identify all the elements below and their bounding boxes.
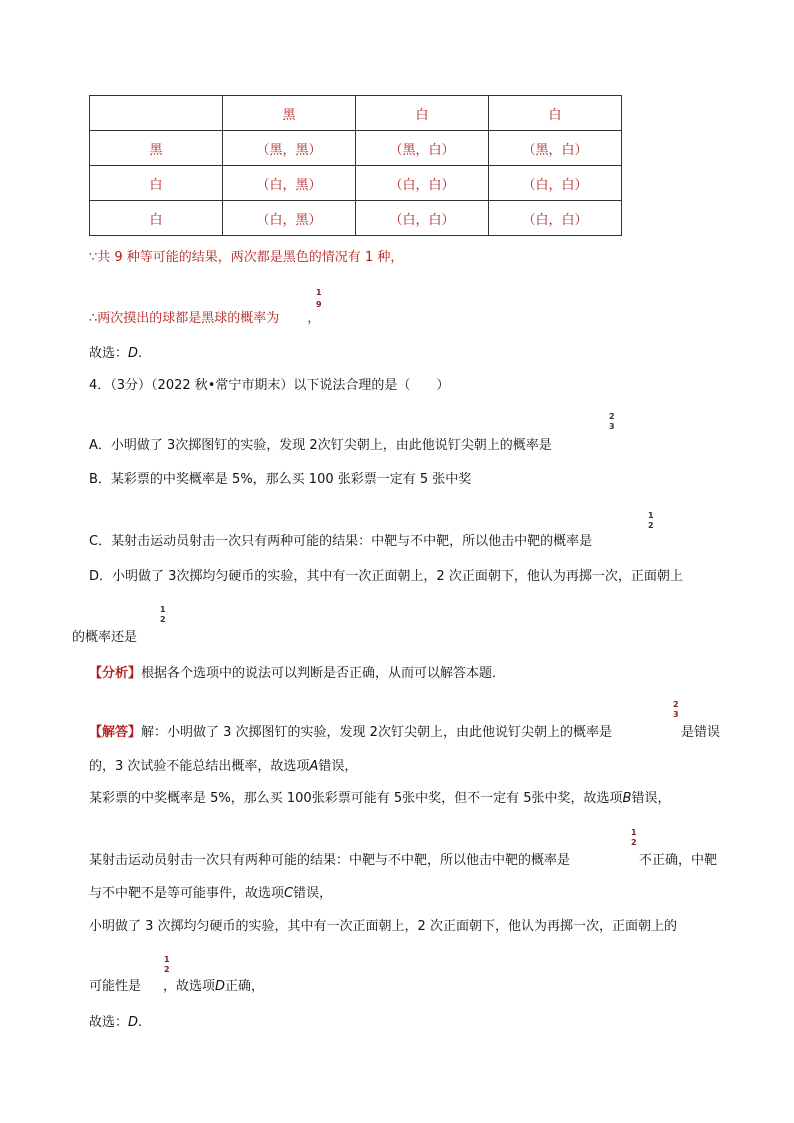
solution-line: ∴两次摸出的球都是黑球的概率为 ， (89, 311, 321, 326)
table-row (90, 131, 622, 166)
table-row (90, 166, 622, 201)
table-cell: （白，白） (489, 166, 622, 201)
solution-line: 某彩票的中奖概率是 5%，那么买 100张彩票可能有 5张中奖，但不一定有 5张中奖，故选项B错误， (89, 791, 671, 806)
table-cell: 黑 (223, 96, 356, 131)
analysis-tag: 【分析】 (89, 666, 142, 681)
table-cell: （白，白） (356, 166, 489, 201)
solution-line-tail: 不正确，中靶 (639, 853, 718, 868)
option-a: A．小明做了 3次掷图钉的实验，发现 2次钉尖朝上，由此他说钉尖朝上的概率是 (89, 438, 552, 453)
fraction-one-half: 1 2 (164, 955, 170, 974)
solution-line: ∵共 9 种等可能的结果，两次都是黑色的情况有 1 种， (89, 250, 404, 265)
solution-line: 的，3 次试验不能总结出概率，故选项A错误， (89, 759, 358, 774)
solution-tag: 【解答】 (89, 725, 142, 740)
option-c: C．某射击运动员射击一次只有两种可能的结果：中靶与不中靶，所以他击中靶的概率是 (89, 534, 593, 549)
outcome-table (89, 95, 622, 236)
fraction-one-half: 1 2 (648, 511, 654, 530)
table-cell: （白，白） (356, 201, 489, 236)
table-cell (90, 96, 223, 131)
table-cell: （白，白） (489, 201, 622, 236)
table-cell: 白 (90, 201, 223, 236)
answer-line: 故选：D. (89, 1015, 143, 1030)
solution-line: 与不中靶不是等可能事件，故选项C错误， (89, 886, 333, 901)
analysis-line: 【分析】根据各个选项中的说法可以判断是否正确，从而可以解答本题． (89, 666, 506, 681)
option-d-continued: 的概率还是 (72, 630, 138, 645)
table-cell: 黑 (90, 131, 223, 166)
fraction-two-thirds: 2 3 (673, 700, 679, 719)
solution-line: 小明做了 3 次掷均匀硬币的实验，其中有一次正面朝上，2 次正面朝下，他认为再掷一次，正面朝上的 (89, 919, 677, 934)
table-row (90, 201, 622, 236)
table-cell: （黑，黑） (223, 131, 356, 166)
fraction-one-half: 1 2 (160, 605, 166, 624)
solution-line-tail: 是错误 (681, 725, 721, 740)
table-cell: （白，黑） (223, 166, 356, 201)
table-cell: 白 (356, 96, 489, 131)
option-b: B．某彩票的中奖概率是 5%，那么买 100 张彩票一定有 5 张中奖 (89, 472, 472, 487)
question-title: 4．（3分）（2022 秋•常宁市期末）以下说法合理的是（ ） (89, 378, 450, 393)
solution-line: 某射击运动员射击一次只有两种可能的结果：中靶与不中靶，所以他击中靶的概率是 (89, 853, 571, 868)
solution-line: 【解答】解：小明做了 3 次掷图钉的实验，发现 2次钉尖朝上，由此他说钉尖朝上的概率是 (89, 725, 612, 740)
fraction-one-ninth: 1 9 (316, 288, 322, 309)
fraction-two-thirds: 2 3 (609, 412, 615, 431)
table-header-row (90, 96, 622, 131)
option-d: D．小明做了 3次掷均匀硬币的实验，其中有一次正面朝上，2 次正面朝下，他认为再掷一次，正面朝上 (89, 569, 683, 584)
answer-line: 故选：D. (89, 346, 143, 361)
fraction-one-half: 1 2 (631, 828, 637, 847)
table-cell: （白，黑） (223, 201, 356, 236)
table-cell: （黑，白） (356, 131, 489, 166)
table-cell: （黑，白） (489, 131, 622, 166)
table-cell: 白 (489, 96, 622, 131)
solution-line: 可能性是 ，故选项D正确， (89, 979, 265, 994)
table-cell: 白 (90, 166, 223, 201)
